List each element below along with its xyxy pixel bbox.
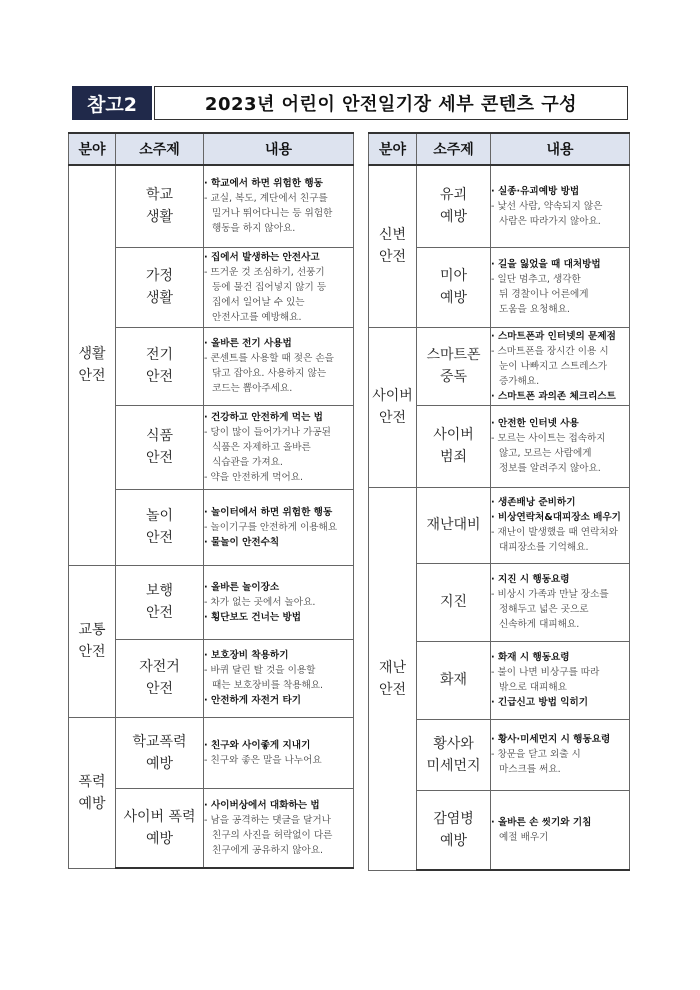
content-text: 닦고 잡아요. 사용하지 않는 [212,368,327,379]
content-cell [491,327,630,405]
column-header-content: 내용 [491,133,630,165]
content-text: 안전사고를 예방해요. [212,311,302,323]
content-heading: · 올바른 손 씻기와 기침 [491,816,592,828]
content-text: 등에 물건 집어넣지 않기 등 [212,281,327,293]
subtopic-cell: 재난대비 [417,487,491,563]
table-row [369,327,630,405]
content-text: 식품은 자제하고 올바른 [212,441,311,453]
table-row [69,717,354,788]
content-cell [491,563,630,641]
subtopic-cell: 지진 [417,563,491,641]
content-cell [491,641,630,719]
category-cell: 폭력 예방 [69,717,116,868]
subtopic-cell: 사이버 폭력 예방 [116,788,204,868]
content-text: - 뜨거운 것 조심하기, 선풍기 [204,266,325,278]
subtopic-cell: 사이버 범죄 [417,405,491,487]
content-heading: · 안전한 인터넷 사용 [491,418,579,429]
content-cell [491,487,630,563]
content-heading: · 집에서 발생하는 안전사고 [204,251,320,263]
content-text: 코드는 뽑아주세요. [212,383,293,394]
page-title: 2023년 어린이 안전일기장 세부 콘텐츠 구성 [154,86,628,120]
subtopic-cell: 보행 안전 [116,565,204,639]
content-text: 눈이 나빠지고 스트레스가 [499,360,608,372]
column-header-subtopic: 소주제 [417,133,491,165]
category-cell: 신변 안전 [369,165,417,327]
left-content-table [68,132,354,869]
content-heading: · 생존배낭 준비하기 [491,497,576,508]
column-header-subtopic: 소주제 [116,133,204,165]
content-text: 뒤 경찰이나 어른에게 [499,289,589,300]
subtopic-cell: 가정 생활 [116,247,204,327]
content-text: - 당이 많이 들어가거나 가공된 [204,426,331,438]
content-heading: · 보호장비 착용하기 [204,650,289,661]
category-cell: 재난 안전 [369,487,417,870]
column-header-content: 내용 [204,133,354,165]
content-heading: · 올바른 전기 사용법 [204,338,292,349]
content-text: 않고, 모르는 사람에게 [499,448,592,459]
content-cell [204,247,354,327]
content-text: 밖으로 대피해요 [499,682,567,693]
content-text: 때는 보호장비를 착용해요. [212,680,324,691]
subtopic-cell: 전기 안전 [116,327,204,405]
category-cell: 교통 안전 [69,565,116,717]
content-heading: · 비상연락처&대피장소 배우기 [491,512,621,523]
content-text: - 창문을 닫고 외출 시 [491,749,581,760]
subtopic-cell: 황사와 미세먼지 [417,719,491,790]
content-cell [491,790,630,870]
content-text: - 재난이 발생했을 때 연락처와 [491,527,618,538]
subtopic-cell: 감염병 예방 [417,790,491,870]
content-cell [204,639,354,717]
content-text: 친구에게 공유하지 않아요. [212,844,324,856]
table-row [369,487,630,563]
content-cell [491,719,630,790]
content-text: - 모르는 사이트는 접속하지 [491,433,606,444]
content-text: 정해두고 넓은 곳으로 [499,604,589,615]
content-text: - 친구와 좋은 말을 나누어요 [204,754,322,766]
right-content-table [368,132,630,871]
content-text: - 콘센트를 사용할 때 젖은 손을 [204,353,334,364]
table-header-row [369,133,630,165]
content-cell [491,165,630,247]
table-row [69,165,354,247]
table-row [369,165,630,247]
content-text: - 놀이기구를 안전하게 이용해요 [204,521,338,533]
content-text: - 차가 없는 곳에서 놀아요. [204,596,316,608]
content-text: 집에서 일어날 수 있는 [212,296,305,308]
content-heading: · 안전하게 자전거 타기 [204,695,302,706]
content-text: 밀거나 뛰어다니는 등 위험한 [212,208,333,220]
content-heading: · 사이버상에서 대화하는 법 [204,799,320,811]
table-row [69,565,354,639]
content-text: - 비상시 가족과 만날 장소를 [491,589,609,600]
subtopic-cell: 놀이 안전 [116,489,204,565]
content-text: 예절 배우기 [499,831,549,843]
subtopic-cell: 유괴 예방 [417,165,491,247]
content-text: 신속하게 대피해요. [499,619,580,630]
content-cell [491,405,630,487]
content-heading: · 화재 시 행동요령 [491,652,570,663]
subtopic-cell: 미아 예방 [417,247,491,327]
content-heading: · 횡단보도 건너는 방법 [204,611,302,623]
content-heading: · 친구와 사이좋게 지내기 [204,739,311,751]
reference-badge: 참고2 [72,86,152,120]
content-heading: · 긴급신고 방법 익히기 [491,697,589,708]
content-text: 정보를 알려주지 않아요. [499,463,601,474]
content-heading: · 물놀이 안전수칙 [204,536,280,548]
content-text: 친구의 사진을 허락없이 다른 [212,829,333,841]
content-cell [204,565,354,639]
content-cell [204,489,354,565]
content-text: 증가해요. [499,375,540,387]
content-cell [204,788,354,868]
content-cell [491,247,630,327]
content-text: 대피장소를 기억해요. [499,542,589,553]
content-text: - 교실, 복도, 계단에서 친구를 [204,193,328,205]
subtopic-cell: 화재 [417,641,491,719]
content-text: 마스크를 써요. [499,764,561,775]
subtopic-cell: 식품 안전 [116,405,204,489]
content-heading: · 학교에서 하면 위험한 행동 [204,178,323,190]
content-heading: · 실종·유괴예방 방법 [491,185,580,197]
content-heading: · 올바른 놀이장소 [204,581,280,593]
content-text: - 남을 공격하는 댓글을 달거나 [204,814,331,826]
content-heading: · 스마트폰 과의존 체크리스트 [491,390,616,402]
page-header [72,86,628,120]
content-heading: · 황사·미세먼지 시 행동요령 [491,734,611,745]
content-heading: · 놀이터에서 하면 위험한 행동 [204,506,333,518]
content-text: - 바퀴 달린 탈 것을 이용할 [204,665,316,676]
content-cell [204,717,354,788]
subtopic-cell: 스마트폰 중독 [417,327,491,405]
column-header-category: 분야 [69,133,116,165]
content-heading: · 지진 시 행동요령 [491,574,570,585]
content-heading: · 스마트폰과 인터넷의 문제점 [491,330,616,342]
content-text: 행동을 하지 않아요. [212,223,296,235]
table-header-row [69,133,354,165]
content-text: 식습관을 가져요. [212,456,283,468]
category-cell: 사이버 안전 [369,327,417,487]
content-heading: · 길을 잃었을 때 대처방법 [491,259,601,270]
content-text: - 약을 안전하게 먹어요. [204,471,304,483]
subtopic-cell: 자전거 안전 [116,639,204,717]
content-text: - 스마트폰을 장시간 이용 시 [491,345,609,357]
content-text: - 일단 멈추고, 생각한 [491,274,581,285]
content-cell [204,165,354,247]
content-text: - 불이 나면 비상구를 따라 [491,667,600,678]
subtopic-cell: 학교 생활 [116,165,204,247]
subtopic-cell: 학교폭력 예방 [116,717,204,788]
content-text: 도움을 요청해요. [499,304,570,315]
category-cell: 생활 안전 [69,165,116,565]
content-heading: · 건강하고 안전하게 먹는 법 [204,411,323,423]
content-text: - 낯선 사람, 약속되지 않은 [491,200,603,212]
content-cell [204,405,354,489]
content-text: 사람은 따라가지 않아요. [499,215,601,227]
content-cell [204,327,354,405]
column-header-category: 분야 [369,133,417,165]
